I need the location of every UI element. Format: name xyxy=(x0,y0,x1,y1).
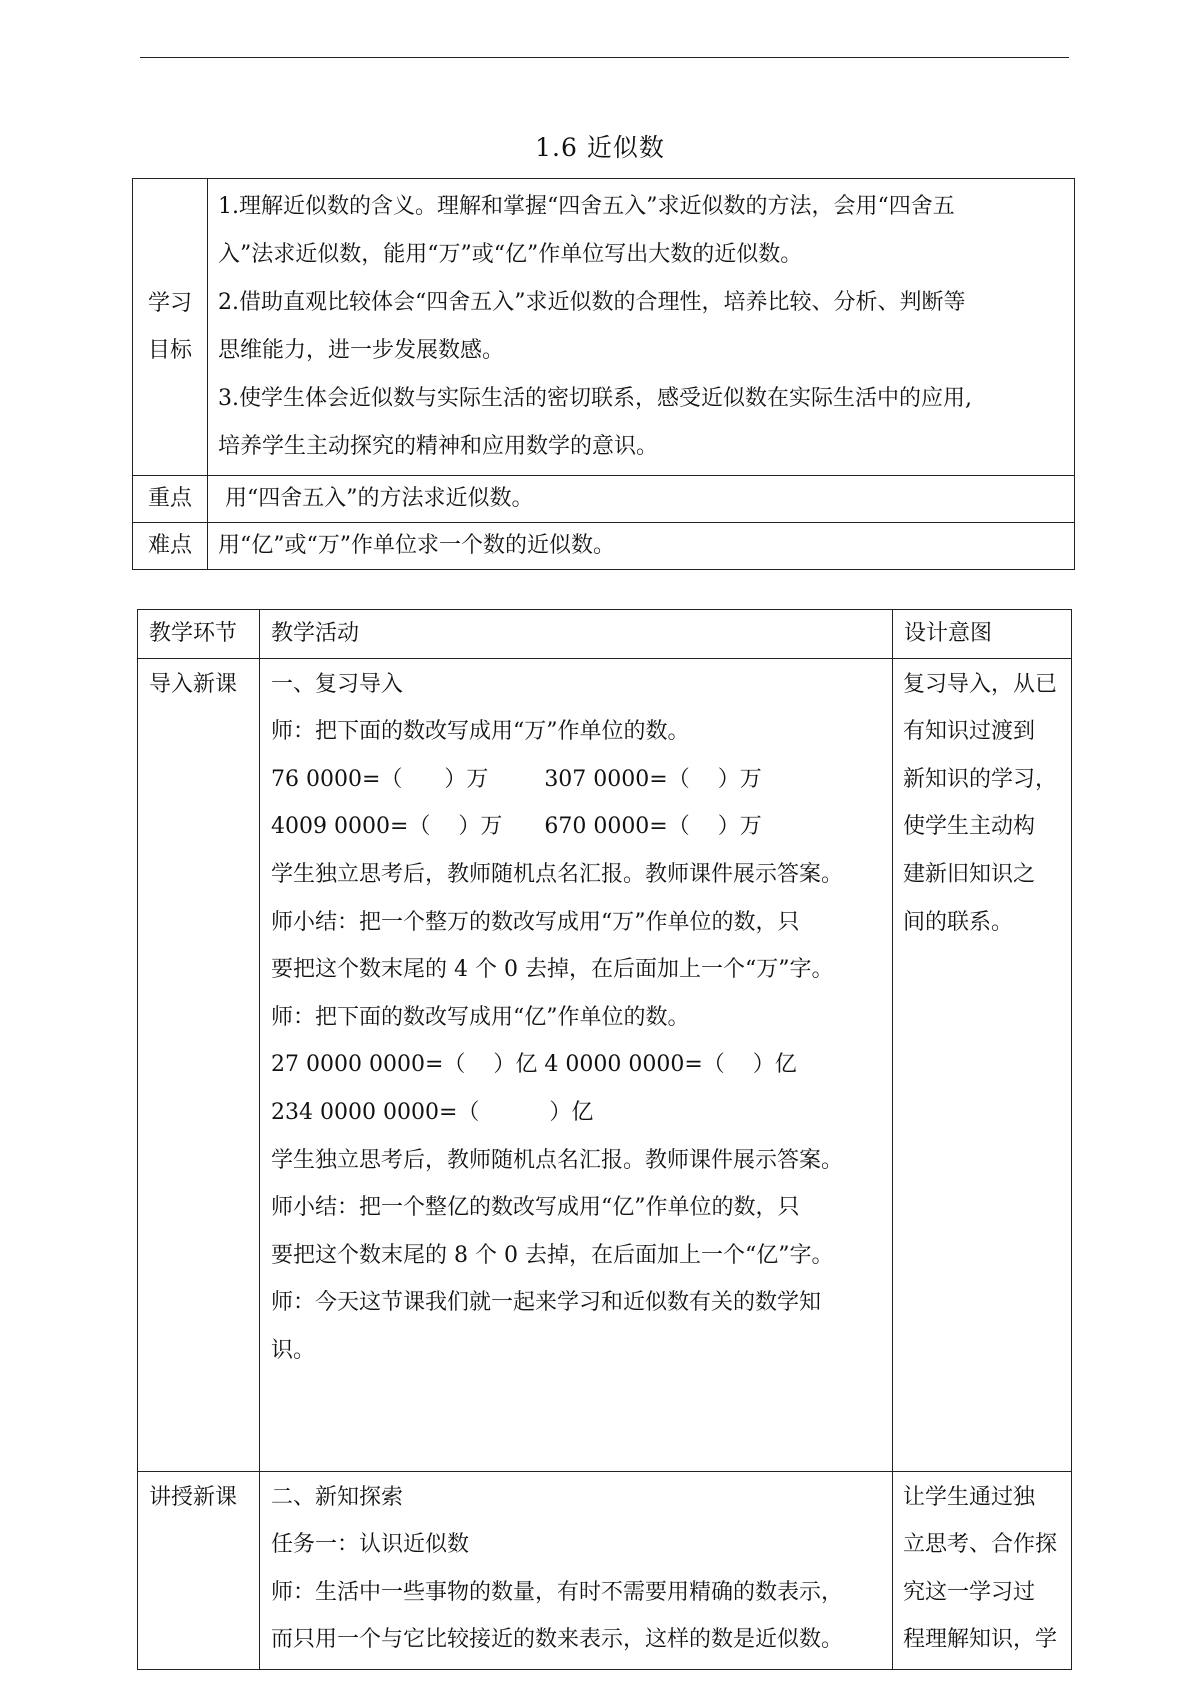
lesson-plan-table xyxy=(137,609,1072,1670)
lesson-plan-header-row xyxy=(138,610,1072,659)
activity-line: 师：生活中一些事物的数量，有时不需要用精确的数表示， xyxy=(271,1579,844,1605)
header-intent: 设计意图 xyxy=(893,610,1072,659)
goal-line: 培养学生主动探究的精神和应用数学的意识。 xyxy=(218,434,659,459)
activity-new xyxy=(260,1471,893,1669)
intent-line: 建新旧知识之 xyxy=(903,861,1036,887)
activity-line: 师小结：把一个整亿的数改写成用“亿”作单位的数，只 xyxy=(271,1195,800,1221)
goal-line: 入”法求近似数，能用“万”或“亿”作单位写出大数的近似数。 xyxy=(218,242,803,267)
goals-label: 学习 目标 xyxy=(133,179,208,476)
intent-line: 程理解知识，学 xyxy=(903,1627,1058,1653)
key-point-row xyxy=(133,476,1075,523)
intent-new xyxy=(893,1471,1072,1669)
activity-line: 师：今天这节课我们就一起来学习和近似数有关的数学知 xyxy=(271,1290,822,1316)
activity-intro xyxy=(260,658,893,1471)
intent-line: 立思考、合作探 xyxy=(903,1532,1058,1558)
header-stage: 教学环节 xyxy=(138,610,260,659)
goal-line: 1.理解近似数的含义。理解和掌握“四舍五入”求近似数的方法，会用“四舍五 xyxy=(218,194,955,219)
key-point-text: 用“四舍五入”的方法求近似数。 xyxy=(208,476,1075,523)
goal-line: 思维能力，进一步发展数感。 xyxy=(218,338,505,363)
activity-line: 师小结：把一个整万的数改写成用“万”作单位的数，只 xyxy=(271,909,800,935)
difficulty-label: 难点 xyxy=(133,523,208,570)
activity-line: 学生独立思考后，教师随机点名汇报。教师课件展示答案。 xyxy=(271,861,844,887)
activity-line: 二、新知探索 xyxy=(271,1484,404,1510)
header-activity: 教学活动 xyxy=(260,610,893,659)
difficulty-row xyxy=(133,523,1075,570)
activity-line: 234 0000 0000=（ ）亿 xyxy=(271,1099,594,1125)
section-intro-row xyxy=(138,658,1072,1471)
goals-row xyxy=(133,179,1075,476)
activity-line: 而只用一个与它比较接近的数来表示，这样的数是近似数。 xyxy=(271,1627,844,1653)
header-rule xyxy=(140,57,1069,58)
activity-line: 要把这个数末尾的 4 个 0 去掉，在后面加上一个“万”字。 xyxy=(271,957,834,983)
intent-line: 有知识过渡到 xyxy=(903,719,1036,745)
intent-line: 究这一学习过 xyxy=(903,1579,1036,1605)
intent-line: 间的联系。 xyxy=(903,909,1014,935)
activity-line: 任务一：认识近似数 xyxy=(271,1532,470,1558)
activity-line: 4009 0000=（ ）万 670 0000=（ ）万 xyxy=(271,814,762,840)
activity-line: 27 0000 0000=（ ）亿 4 0000 0000=（ ）亿 xyxy=(271,1052,797,1078)
objectives-table xyxy=(132,178,1075,570)
intent-line: 新知识的学习， xyxy=(903,766,1058,792)
goal-line: 2.借助直观比较体会“四舍五入”求近似数的合理性，培养比较、分析、判断等 xyxy=(218,290,966,315)
intent-line: 让学生通过独 xyxy=(903,1484,1036,1510)
activity-line: 76 0000=（ ）万 307 0000=（ ）万 xyxy=(271,766,762,792)
intent-line: 复习导入，从已 xyxy=(903,671,1058,697)
page-title: 1.6 近似数 xyxy=(535,133,665,162)
activity-line: 师：把下面的数改写成用“亿”作单位的数。 xyxy=(271,1004,690,1030)
intent-line: 使学生主动构 xyxy=(903,814,1036,840)
intent-intro xyxy=(893,658,1072,1471)
activity-line: 师：把下面的数改写成用“万”作单位的数。 xyxy=(271,719,690,745)
section-new-row xyxy=(138,1471,1072,1669)
activity-line: 识。 xyxy=(271,1337,316,1363)
key-point-label: 重点 xyxy=(133,476,208,523)
difficulty-text: 用“亿”或“万”作单位求一个数的近似数。 xyxy=(208,523,1075,570)
activity-line: 一、复习导入 xyxy=(271,671,404,697)
activity-line: 要把这个数末尾的 8 个 0 去掉，在后面加上一个“亿”字。 xyxy=(271,1242,834,1268)
activity-line: 学生独立思考后，教师随机点名汇报。教师课件展示答案。 xyxy=(271,1147,844,1173)
stage-new: 讲授新课 xyxy=(138,1471,260,1669)
stage-intro: 导入新课 xyxy=(138,658,260,1471)
goals-content xyxy=(208,179,1075,476)
goal-line: 3.使学生体会近似数与实际生活的密切联系，感受近似数在实际生活中的应用, xyxy=(218,386,972,411)
